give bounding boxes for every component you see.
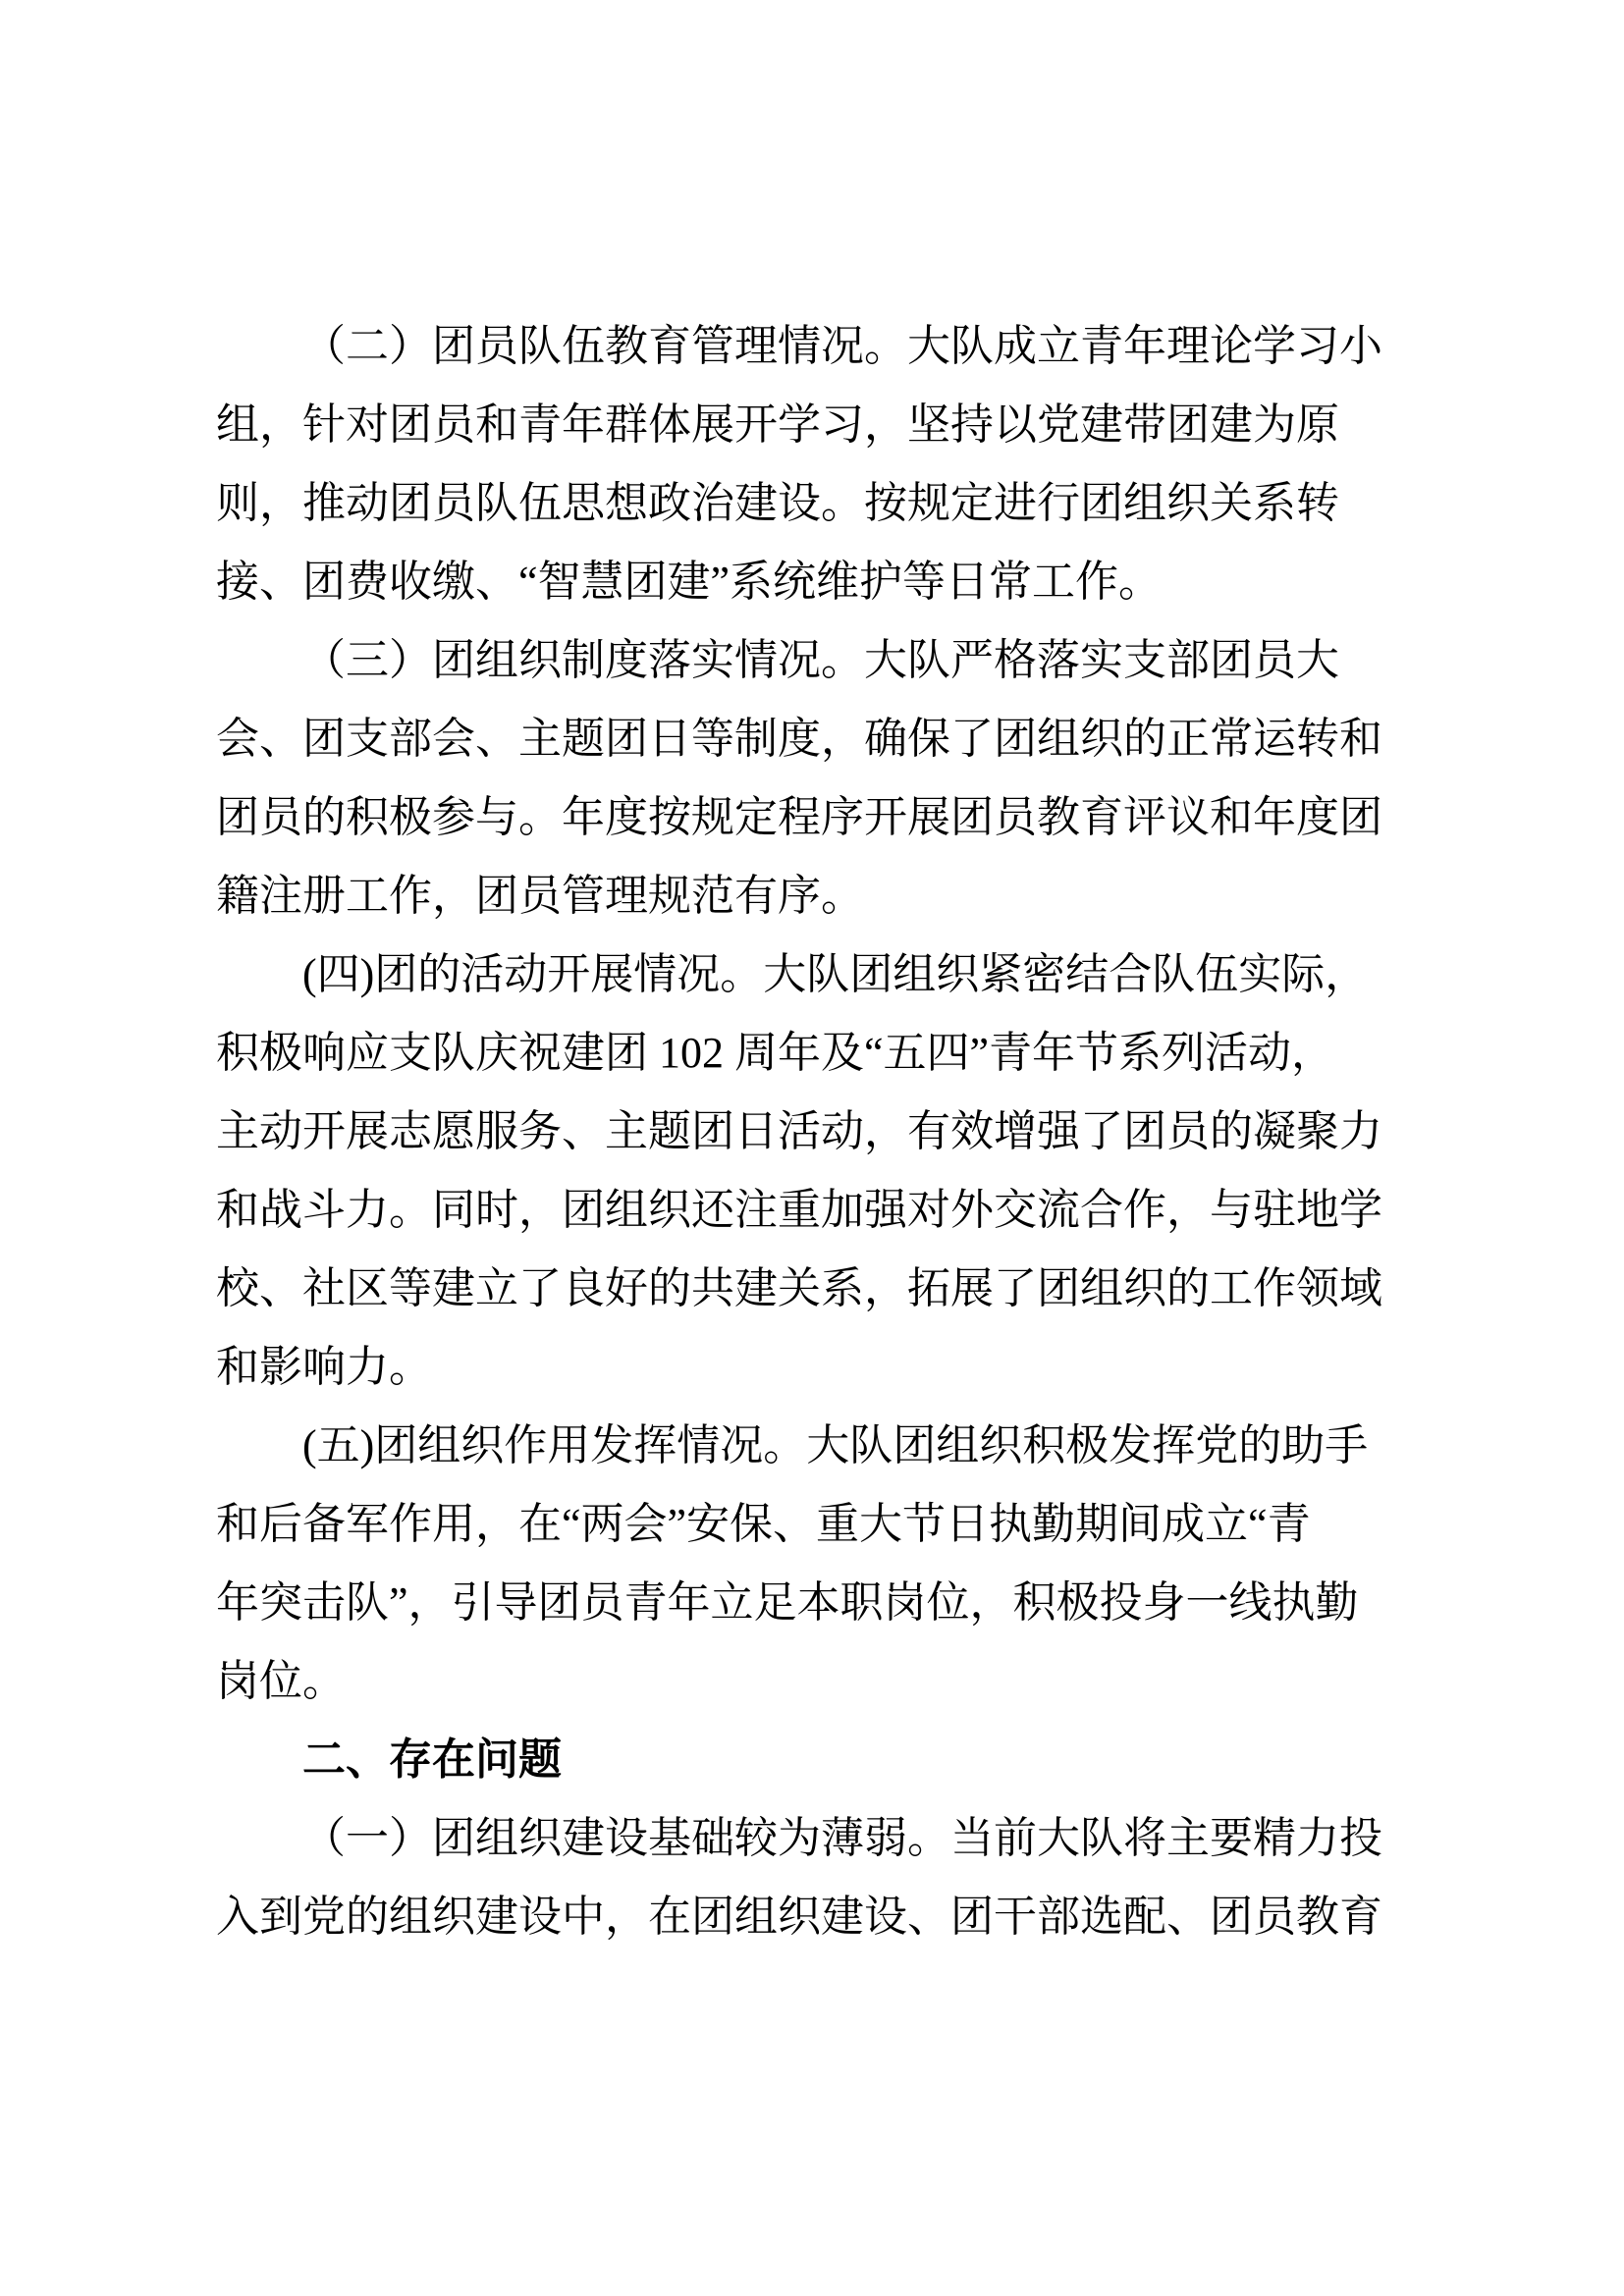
section-heading: 二、存在问题 (302, 1735, 562, 1784)
text-line: 主动开展志愿服务、主题团日活动，有效增强了团员的凝聚力 (216, 1107, 1382, 1155)
paragraph-item-4 (216, 935, 1404, 1407)
text-line: 籍注册工作，团员管理规范有序。 (216, 872, 864, 920)
text-line: (四)团的活动开展情况。大队团组织紧密结合队伍实际， (302, 950, 1369, 998)
text-line: （二）团员队伍教育管理情况。大队成立青年理论学习小 (302, 322, 1382, 370)
text-line: 团员的积极参与。年度按规定程序开展团员教育评议和年度团 (216, 793, 1382, 841)
text-line: 组，针对团员和青年群体展开学习，坚持以党建带团建为原 (216, 400, 1339, 449)
paragraph-item-5 (216, 1407, 1404, 1721)
text-line: 则，推动团员队伍思想政治建设。按规定进行团组织关系转 (216, 479, 1339, 527)
text-line: 积极响应支队庆祝建团 102 周年及“五四”青年节系列活动， (216, 1029, 1335, 1077)
text-line: 和战斗力。同时，团组织还注重加强对外交流合作，与驻地学 (216, 1186, 1382, 1234)
paragraph-item-1-problems (216, 1799, 1404, 1956)
text-line: 岗位。 (216, 1657, 346, 1705)
paragraph-item-3 (216, 621, 1404, 935)
text-line: 和后备军作用，在“两会”安保、重大节日执勤期间成立“青 (216, 1500, 1311, 1548)
section-2 (216, 1721, 1404, 1799)
text-line: 和影响力。 (216, 1343, 432, 1391)
text-line: 入到党的组织建设中，在团组织建设、团干部选配、团员教育 (216, 1893, 1382, 1941)
document-body (216, 307, 1404, 1956)
text-line: 校、社区等建立了良好的共建关系，拓展了团组织的工作领域 (216, 1264, 1382, 1312)
text-line: （一）团组织建设基础较为薄弱。当前大队将主要精力投 (302, 1814, 1382, 1862)
text-line: 年突击队”，引导团员青年立足本职岗位，积极投身一线执勤 (216, 1578, 1359, 1627)
text-line: (五)团组织作用发挥情况。大队团组织积极发挥党的助手 (302, 1421, 1369, 1469)
text-line: 接、团费收缴、“智慧团建”系统维护等日常工作。 (216, 558, 1163, 606)
text-line: （三）团组织制度落实情况。大队严格落实支部团员大 (302, 636, 1339, 684)
paragraph-item-2 (216, 307, 1404, 621)
text-line: 会、团支部会、主题团日等制度，确保了团组织的正常运转和 (216, 715, 1382, 763)
